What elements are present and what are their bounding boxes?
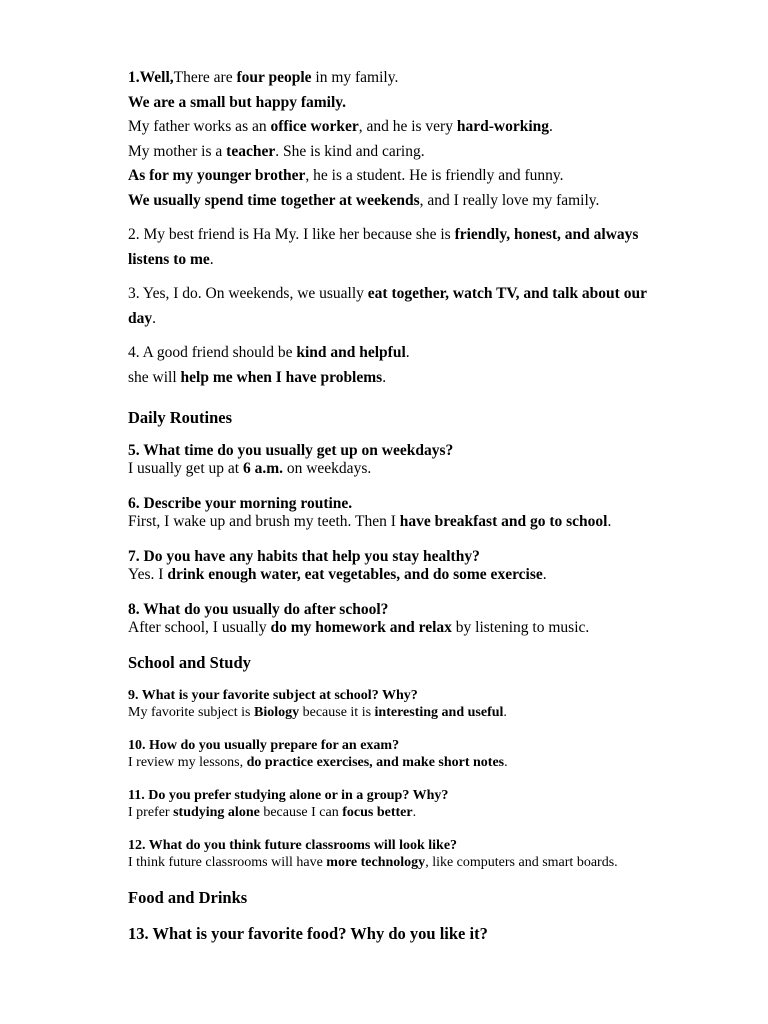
answer-6: First, I wake up and brush my teeth. Then I have breakfast and go to school. [128, 513, 612, 530]
document-content [128, 66, 728, 945]
section-heading-food-and-drinks: Food and Drinks [128, 888, 248, 907]
answer-1-line-4: My mother is a teacher. She is kind and caring. [128, 142, 425, 160]
question-6: 6. Describe your morning routine. [128, 495, 353, 512]
answer-2-line-2: listens to me. [128, 250, 214, 268]
answer-1-line-3: My father works as an office worker, and he is very hard-working. [128, 118, 553, 135]
question-11: 11. Do you prefer studying alone or in a group? Why? [128, 788, 449, 803]
answer-8: After school, I usually do my homework and relax by listening to music. [128, 619, 590, 636]
section-heading-school-and-study: School and Study [128, 653, 251, 672]
section-heading-daily-routines: Daily Routines [128, 408, 233, 427]
answer-3-line-2: day. [128, 309, 156, 327]
answer-1-line-6: We usually spend time together at weekends, and I really love my family. [128, 191, 600, 209]
answer-1-line-2: We are a small but happy family. [128, 93, 347, 111]
question-7: 7. Do you have any habits that help you stay healthy? [128, 548, 480, 565]
answer-12: I think future classrooms will have more technology, like computers and smart boards. [128, 855, 618, 870]
answer-1-line-5: As for my younger brother, he is a student. He is friendly and funny. [128, 167, 564, 184]
answer-7: Yes. I drink enough water, eat vegetables, and do some exercise. [128, 566, 547, 583]
answer-1-line-1: 1.Well,There are four people in my family. [128, 69, 399, 86]
answer-3-line-1: 3. Yes, I do. On weekends, we usually eat together, watch TV, and talk about our [128, 285, 647, 302]
answer-10: I review my lessons, do practice exercises, and make short notes. [128, 755, 508, 770]
answer-5: I usually get up at 6 a.m. on weekdays. [128, 460, 372, 477]
question-9: 9. What is your favorite subject at school? Why? [128, 688, 418, 703]
question-5: 5. What time do you usually get up on weekdays? [128, 442, 454, 459]
answer-11: I prefer studying alone because I can focus better. [128, 805, 417, 820]
question-8: 8. What do you usually do after school? [128, 601, 389, 618]
question-10: 10. How do you usually prepare for an exam? [128, 738, 400, 753]
answer-4-line-2: she will help me when I have problems. [128, 368, 387, 386]
question-12: 12. What do you think future classrooms will look like? [128, 838, 458, 853]
answer-2-line-1: 2. My best friend is Ha My. I like her because she is friendly, honest, and always [128, 226, 639, 243]
answer-4-line-1: 4. A good friend should be kind and helpful. [128, 344, 410, 361]
question-13: 13. What is your favorite food? Why do you like it? [128, 924, 488, 943]
answer-9: My favorite subject is Biology because it is interesting and useful. [128, 705, 507, 720]
